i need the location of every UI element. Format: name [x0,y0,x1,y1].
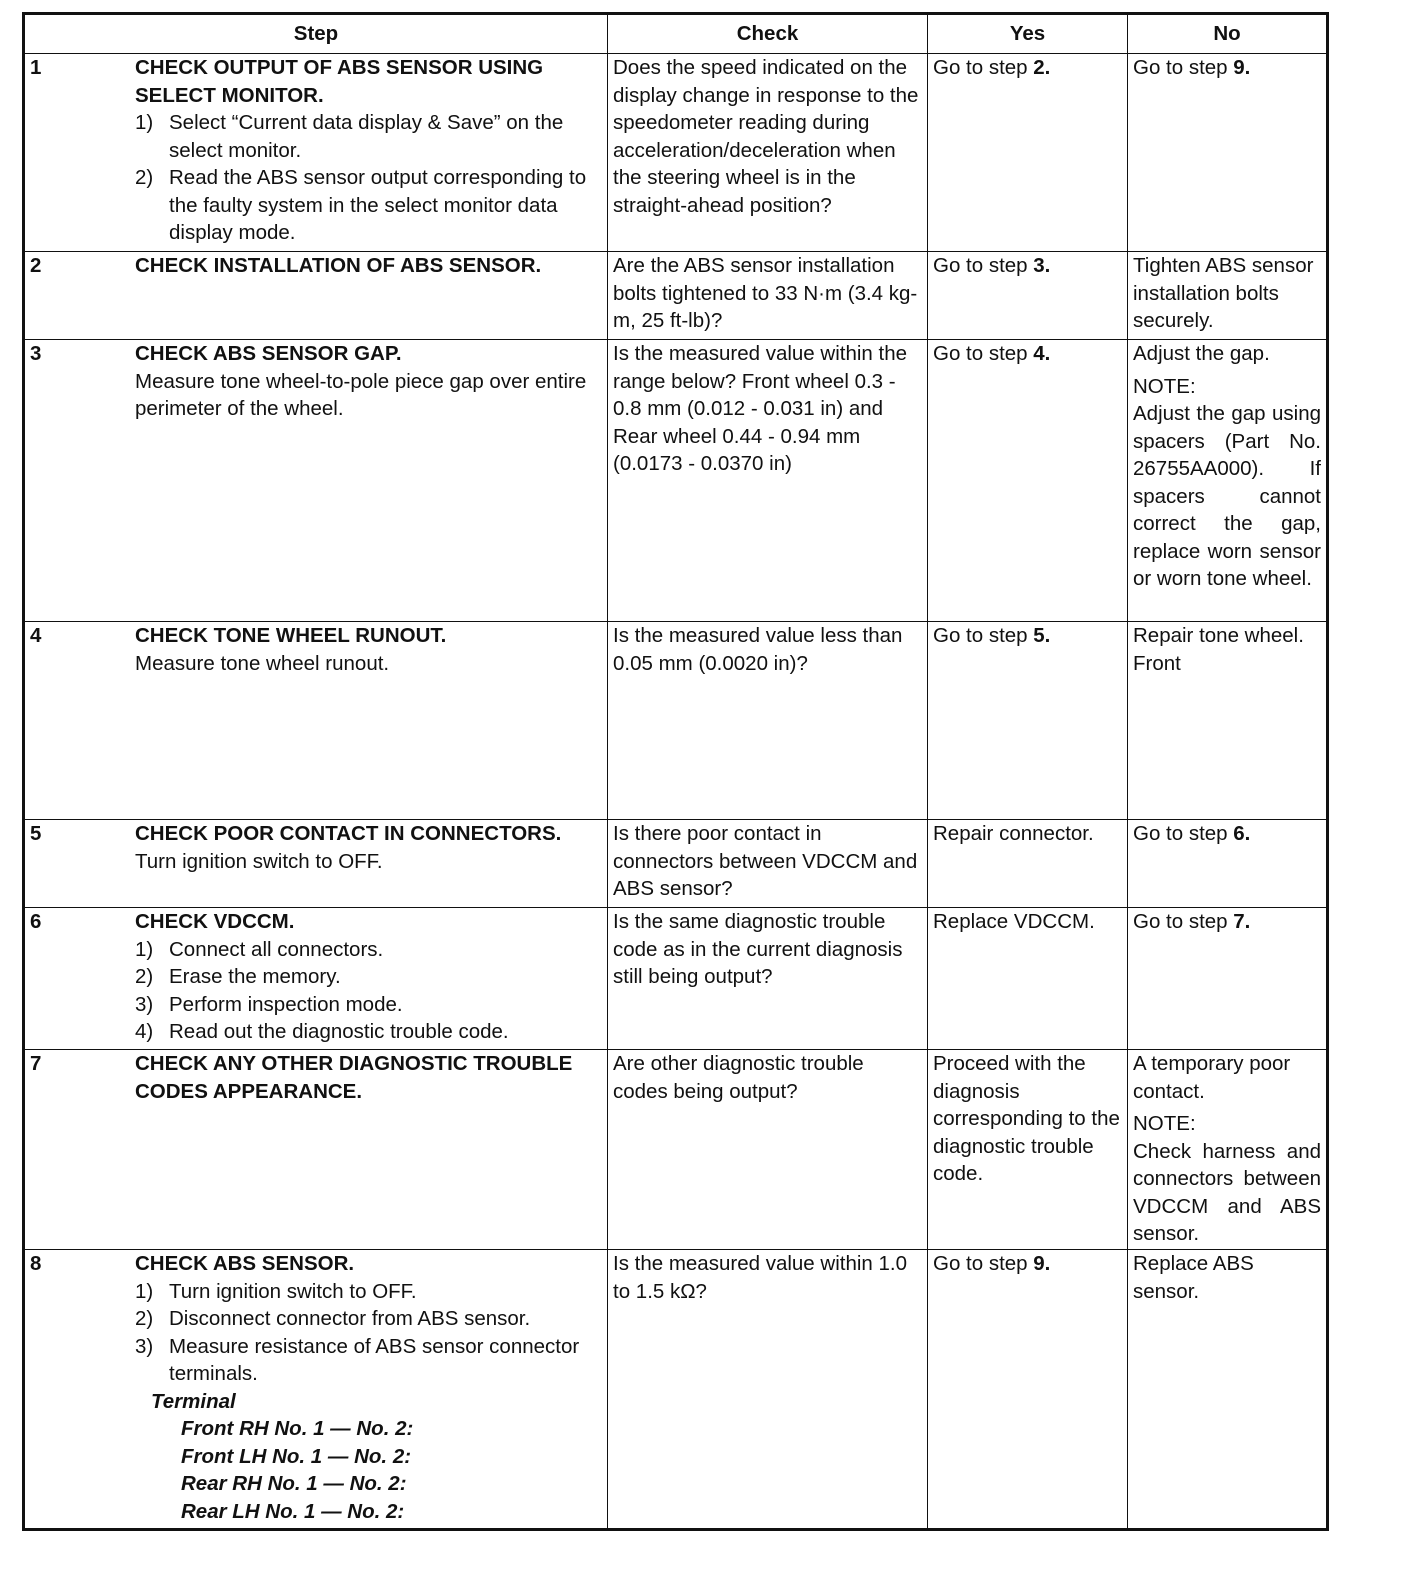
check-cell: Is the measured value within the range below? Front wheel 0.3 - 0.8 mm (0.012 - 0.031 in) and Rear wheel 0.44 - 0.94 mm (0.0173 - 0.0370 in) [608,340,928,622]
step-number: 6 [30,910,42,933]
table-row [24,1250,1328,1530]
step-title: CHECK POOR CONTACT IN CONNECTORS. [135,822,562,845]
note-label: NOTE: [1133,374,1196,398]
step-description: Turn ignition switch to OFF. [135,849,383,873]
check-cell: Is the same diagnostic trouble code as in the current diagnosis still being output? [608,908,928,1050]
table-row [24,252,1328,340]
header-row [24,14,1328,54]
no-action: A temporary poor contact. [1133,1052,1291,1103]
note-label: NOTE: [1133,1112,1196,1135]
table-row [24,908,1328,1050]
step-cell [24,54,608,252]
step-number: 4 [30,624,42,647]
yes-cell: Repair connector. [928,820,1128,908]
yes-cell: Replace VDCCM. [928,908,1128,1050]
step-cell [24,908,608,1050]
yes-cell: Go to step 2. [928,54,1128,252]
table-row [24,1050,1328,1250]
step-number: 2 [30,254,42,277]
header-check: Check [608,14,928,54]
substep: 1) Turn ignition switch to OFF. [135,1279,417,1303]
no-action: Adjust the gap. [1133,342,1270,365]
check-cell: Are the ABS sensor installation bolts tightened to 33 N·m (3.4 kg-m, 25 ft-lb)? [608,252,928,340]
step-cell [24,252,608,340]
check-cell: Is the measured value within 1.0 to 1.5 kΩ? [608,1250,928,1530]
step-description: Measure tone wheel-to-pole piece gap over entire perimeter of the wheel. [135,369,587,420]
step-title: CHECK INSTALLATION OF ABS SENSOR. [135,254,542,277]
yes-cell: Go to step 5. [928,622,1128,820]
step-number: 1 [30,56,42,79]
terminal-item: Front RH No. 1 — No. 2: [181,1417,414,1440]
yes-cell: Go to step 9. [928,1250,1128,1530]
substep: 1) Select “Current data display & Save” on the select monitor. [135,111,564,162]
step-title: CHECK VDCCM. [135,910,295,933]
no-cell [1128,1050,1328,1250]
step-description: Measure tone wheel runout. [135,651,390,675]
table-row [24,820,1328,908]
substep: 3) Perform inspection mode. [135,992,403,1016]
table-row [24,340,1328,622]
table-row [24,622,1328,820]
terminal-item: Rear RH No. 1 — No. 2: [181,1472,407,1495]
check-cell: Is there poor contact in connectors between VDCCM and ABS sensor? [608,820,928,908]
note-text: Check harness and connectors between VDCCM and ABS sensor. [1133,1139,1321,1245]
no-cell: Replace ABS sensor. [1128,1250,1328,1530]
yes-cell: Go to step 4. [928,340,1128,622]
note-text: Adjust the gap using spacers (Part No. 26755AA000). If spacers cannot correct the gap, replace worn sensor or worn tone wheel. [1133,402,1321,590]
header-no: No [1128,14,1328,54]
no-cell [1128,340,1328,622]
step-title: CHECK OUTPUT OF ABS SENSOR USING SELECT MONITOR. [135,56,544,107]
step-title: CHECK ABS SENSOR. [135,1252,355,1275]
step-cell [24,820,608,908]
check-cell: Does the speed indicated on the display change in response to the speedometer reading during acceleration/deceleration when the steering wheel is in the straight-ahead position? [608,54,928,252]
terminal-item: Rear LH No. 1 — No. 2: [181,1499,405,1523]
check-cell: Is the measured value less than 0.05 mm (0.0020 in)? [608,622,928,820]
diagnostic-table [22,12,1329,1531]
substep: 2) Read the ABS sensor output corresponding to the faulty system in the select monitor data display mode. [135,166,587,244]
substep: 3) Measure resistance of ABS sensor connector terminals. [135,1334,580,1385]
substep: 2) Disconnect connector from ABS sensor. [135,1307,531,1330]
step-cell [24,1050,608,1250]
header-step: Step [24,14,608,54]
step-title: CHECK ABS SENSOR GAP. [135,342,402,365]
table-row [24,54,1328,252]
no-cell: Go to step 9. [1128,54,1328,252]
substep: 1) Connect all connectors. [135,937,384,961]
substep: 4) Read out the diagnostic trouble code. [135,1020,509,1043]
step-cell [24,340,608,622]
check-cell: Are other diagnostic trouble codes being output? [608,1050,928,1250]
yes-cell: Proceed with the diagnosis corresponding to the diagnostic trouble code. [928,1050,1128,1250]
step-title: CHECK TONE WHEEL RUNOUT. [135,624,447,647]
step-number: 3 [30,342,42,365]
no-cell: Repair tone wheel. Front [1128,622,1328,820]
step-cell [24,1250,608,1530]
step-title: CHECK ANY OTHER DIAGNOSTIC TROUBLE CODES APPEARANCE. [135,1052,573,1103]
no-cell: Go to step 6. [1128,820,1328,908]
no-cell: Go to step 7. [1128,908,1328,1050]
step-number: 8 [30,1252,42,1275]
terminal-item: Front LH No. 1 — No. 2: [181,1444,412,1468]
step-cell [24,622,608,820]
no-cell: Tighten ABS sensor installation bolts securely. [1128,252,1328,340]
step-number: 7 [30,1052,42,1075]
substep: 2) Erase the memory. [135,965,341,988]
step-number: 5 [30,822,42,845]
yes-cell: Go to step 3. [928,252,1128,340]
header-yes: Yes [928,14,1128,54]
terminal-label: Terminal [151,1389,236,1413]
